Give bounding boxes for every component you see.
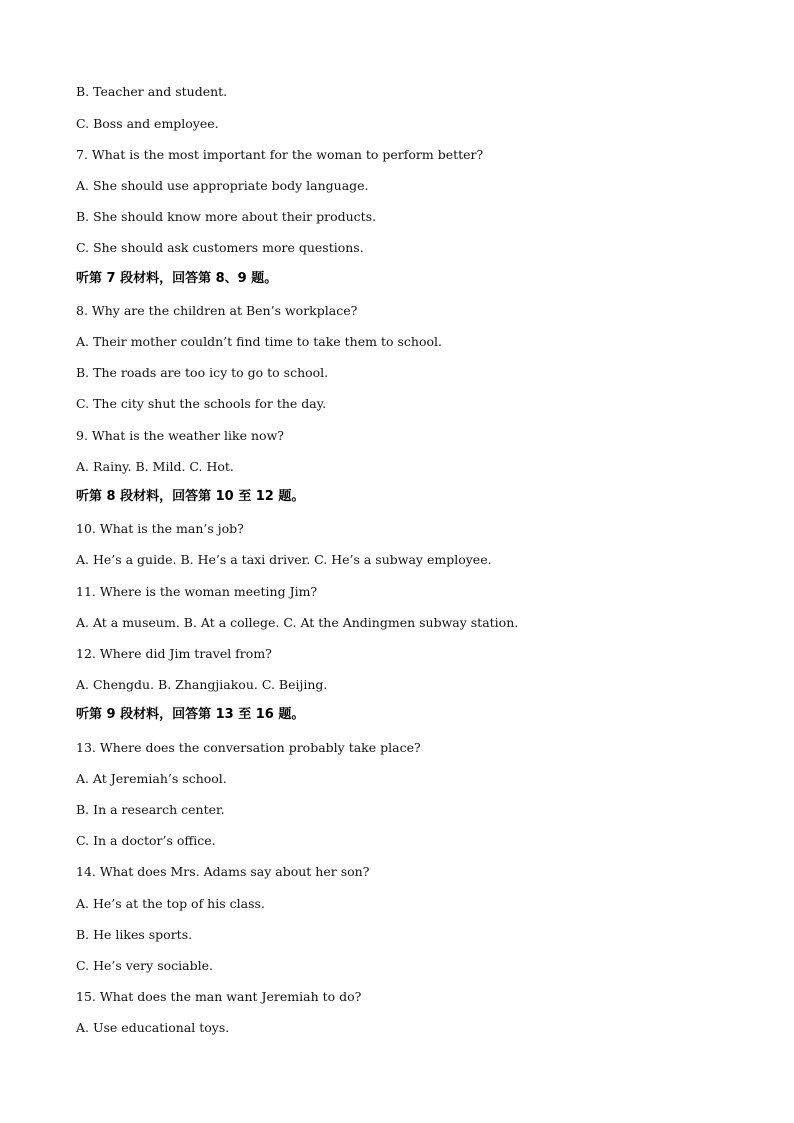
question-line: 8. Why are the children at Ben’s workplace? — [76, 303, 358, 318]
option-line: A. Rainy. B. Mild. C. Hot. — [76, 459, 234, 474]
option-line: C. The city shut the schools for the day. — [76, 396, 327, 411]
option-line: B. She should know more about their products. — [76, 209, 377, 224]
option-line: C. He’s very sociable. — [76, 958, 213, 973]
question-line: 9. What is the weather like now? — [76, 428, 284, 443]
section-heading: 听第 7 段材料，回答第 8、9 题。 — [76, 271, 278, 286]
question-line: 14. What does Mrs. Adams say about her son? — [76, 864, 370, 879]
option-line: B. Teacher and student. — [76, 84, 228, 99]
question-line: 7. What is the most important for the woman to perform better? — [76, 147, 484, 162]
section-heading: 听第 9 段材料，回答第 13 至 16 题。 — [76, 707, 305, 722]
option-line: B. The roads are too icy to go to school. — [76, 365, 329, 380]
option-line: A. At a museum. B. At a college. C. At the Andingmen subway station. — [76, 615, 519, 630]
section-heading: 听第 8 段材料，回答第 10 至 12 题。 — [76, 489, 305, 504]
option-line: B. In a research center. — [76, 802, 225, 817]
option-line: A. Their mother couldn’t find time to take them to school. — [76, 334, 442, 349]
question-line: 10. What is the man’s job? — [76, 521, 244, 536]
option-line: A. She should use appropriate body language. — [76, 178, 369, 193]
option-line: A. He’s at the top of his class. — [76, 896, 265, 911]
option-line: A. At Jeremiah’s school. — [76, 771, 227, 786]
option-line: A. Use educational toys. — [76, 1020, 230, 1035]
option-line: A. He’s a guide. B. He’s a taxi driver. C. He’s a subway employee. — [76, 552, 492, 567]
question-line: 11. Where is the woman meeting Jim? — [76, 584, 318, 599]
question-line: 15. What does the man want Jeremiah to do? — [76, 989, 362, 1004]
option-line: C. Boss and employee. — [76, 116, 219, 131]
question-line: 13. Where does the conversation probably take place? — [76, 740, 421, 755]
option-line: A. Chengdu. B. Zhangjiakou. C. Beijing. — [76, 677, 328, 692]
option-line: B. He likes sports. — [76, 927, 193, 942]
option-line: C. In a doctor’s office. — [76, 833, 216, 848]
question-line: 12. Where did Jim travel from? — [76, 646, 272, 661]
option-line: C. She should ask customers more questions. — [76, 240, 364, 255]
